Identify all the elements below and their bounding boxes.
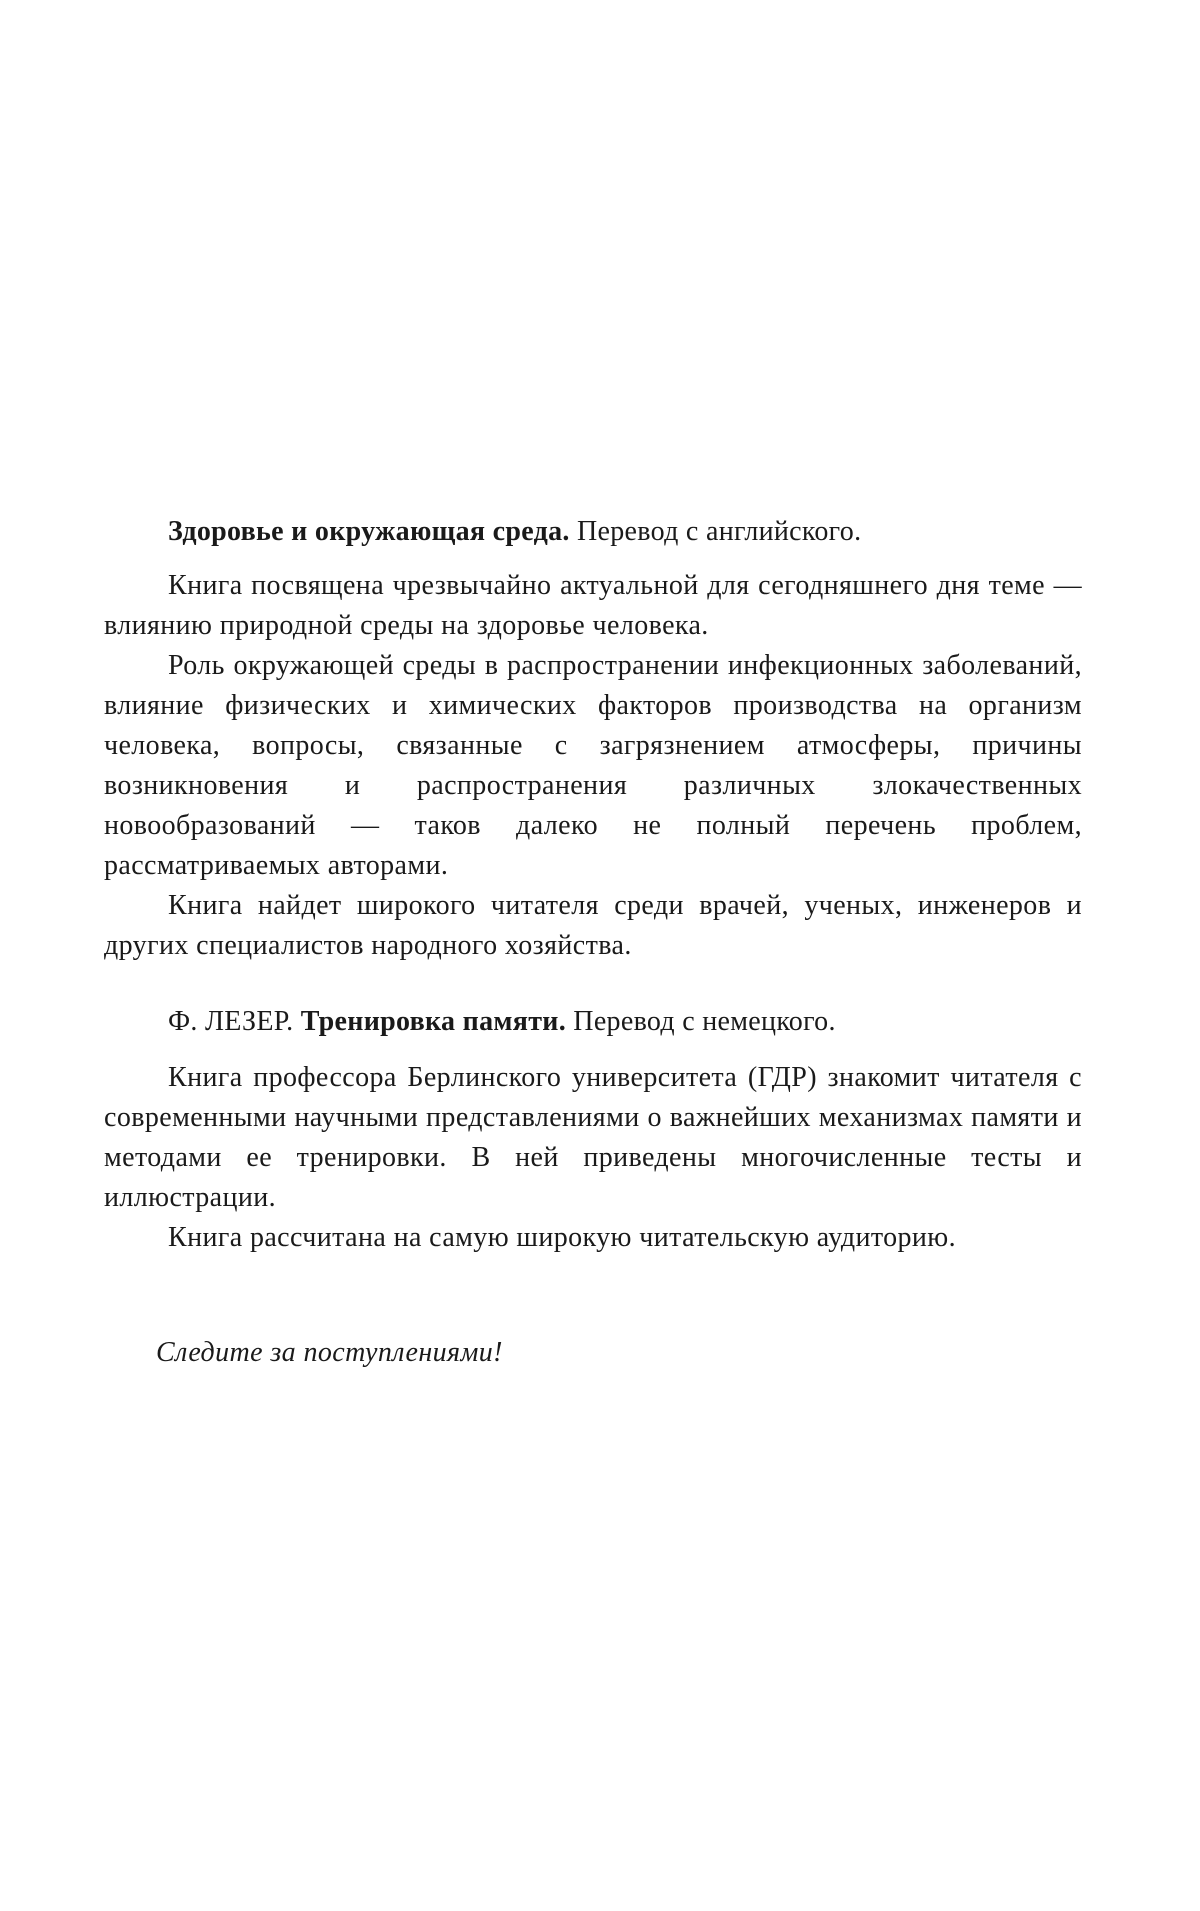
- book-title: Тренировка памяти.: [293, 1006, 566, 1037]
- book-title-line: [104, 512, 1082, 552]
- book-description-paragraph: Книга профессора Берлинского университета (ГДР) знакомит читателя с современными научными представлениями о важнейших механизмах памяти и методами ее тренировки. В ней приведены многочисленные тесты и иллюстрации.: [104, 1062, 1082, 1213]
- book-description-paragraph: Роль окружающей среды в распространении инфекционных заболеваний, влияние физических и химических факторов производства на организм человека, вопросы, связанные с загрязнением атмосферы, причины возникновения и распространения различных злокачественных новообразований — таков далеко не полный перечень проблем, рассматриваемых авторами.: [104, 650, 1082, 881]
- book-description-paragraph: Книга найдет широкого читателя среди врачей, ученых, инженеров и других специалистов народного хозяйства.: [104, 890, 1082, 961]
- translation-note: Перевод с английского.: [569, 516, 862, 547]
- book-author: Ф. ЛЕЗЕР.: [168, 1006, 294, 1037]
- book-entry-memory-training: [104, 1002, 1082, 1258]
- book-title-line: [104, 1002, 1082, 1042]
- book-entry-health-environment: [104, 512, 1082, 966]
- translation-note: Перевод с немецкого.: [566, 1006, 836, 1037]
- book-description-paragraph: Книга рассчитана на самую широкую читательскую аудиторию.: [168, 1222, 957, 1253]
- book-title: Здоровье и окружающая среда.: [168, 516, 570, 547]
- closing-note: Следите за поступлениями!: [156, 1337, 503, 1368]
- book-description-paragraph: Книга посвящена чрезвычайно актуальной для сегодняшнего дня теме — влиянию природной среды на здоровье человека.: [104, 570, 1082, 641]
